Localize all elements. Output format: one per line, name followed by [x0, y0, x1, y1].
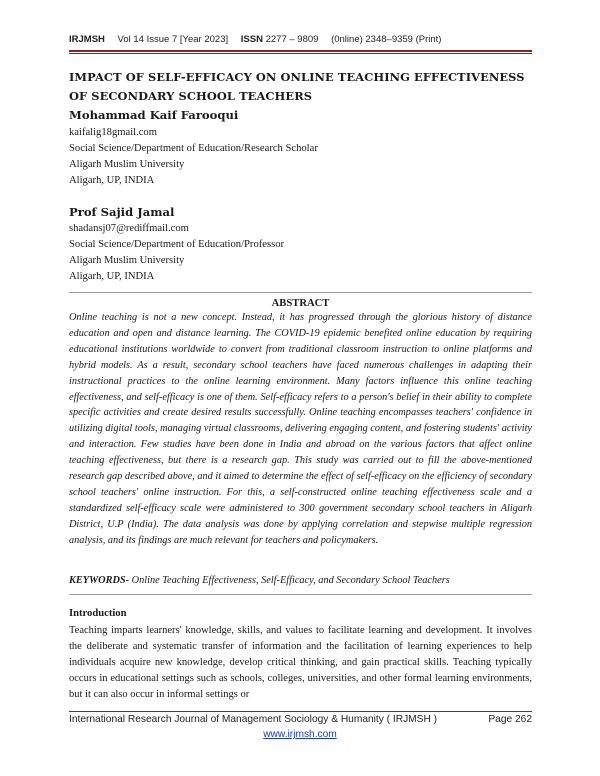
footer-journal: International Research Journal of Management Sociology & Humanity ( IRJMSH )	[69, 714, 438, 725]
introduction-text: Teaching imparts learners' knowledge, skills, and values to facilitate learning and development. It involves the deliberate and systematic transfer of information and the facilitation of learning experiences to help individuals acquire new knowledge, develop critical thinking, and gain practical skills. Teaching typically occurs in educational settings such as schools, colleges, universities, and other formal learning environments, but it can also occur in informal settings or	[69, 625, 532, 701]
author-1-location: Aligarh, UP, INDIA	[69, 175, 155, 186]
author-2-university: Aligarh Muslim University	[69, 255, 185, 266]
author-2-location: Aligarh, UP, INDIA	[69, 271, 155, 282]
paper-title: IMPACT OF SELF-EFFICACY ON ONLINE TEACHING EFFECTIVENESS OF SECONDARY SCHOOL TEACHERS	[69, 70, 525, 103]
running-header	[69, 34, 535, 45]
introduction-heading: Introduction	[69, 608, 127, 619]
page-number: Page 262	[488, 714, 532, 725]
author-1-details	[69, 125, 318, 189]
issn-online: (0nline) 2348–9359 (Print)	[331, 34, 442, 45]
header-rule	[69, 50, 532, 52]
author-1-name: Mohammad Kaif Farooqui	[69, 108, 239, 122]
keywords-label: KEYWORDS-	[69, 575, 130, 586]
author-2-name: Prof Sajid Jamal	[69, 205, 175, 219]
header-rule-thin	[69, 53, 532, 54]
author-1-email: kaifalig18gmail.com	[69, 127, 157, 138]
abstract-top-rule	[69, 292, 532, 293]
author-1-university: Aligarh Muslim University	[69, 159, 185, 170]
issn-value: 2277 – 9809	[265, 34, 319, 45]
keywords-text: Online Teaching Effectiveness, Self-Efficacy, and Secondary School Teachers	[129, 575, 450, 586]
author-2-email: shadansj07@rediffmail.com	[69, 223, 189, 234]
volume-info: Vol 14 Issue 7 [Year 2023]	[117, 34, 229, 45]
author-2-details	[69, 221, 284, 285]
abstract-heading: ABSTRACT	[271, 298, 330, 309]
keywords	[69, 575, 539, 586]
abstract-text: Online teaching is not a new concept. Instead, it has progressed through the glorious history of distance education and open and distance learning. The COVID-19 epidemic benefited online education by requiring educational institutions worldwide to convert from traditional classroom instruction to online platforms and hybrid models. As a result, secondary school teachers have faced numerous challenges in adapting their instructional practices to the online learning environment. Many factors influence this online teaching effectiveness, and self-efficacy is one of them. Self-efficacy refers to a person's belief in their ability to complete specific activities and create desired results successfully. Online teaching encompasses teachers' confidence in utilizing digital tools, managing virtual classrooms, delivering engaging content, and fostering students' activity and interaction. Few studies have been done in India and abroad on the various factors that affect online teaching effectiveness, but there is a research gap. This study was carried out to fill the above-mentioned research gap described above, and it aimed to determine the effect of self-efficacy on the efficiency of secondary school teachers' online instruction. For this, a self-constructed online teaching effectiveness scale and a standardized self-efficacy scale were administered to 300 government secondary school teachers in Aligarh District, U.P (India). The data analysis was done by applying correlation and stepwise multiple regression analysis, and its findings are much relevant for teachers and policymakers.	[69, 312, 532, 546]
journal-abbrev: IRJMSH	[69, 34, 105, 45]
footer-rule	[69, 711, 532, 712]
abstract-bottom-rule	[69, 594, 532, 595]
issn-label: ISSN	[240, 34, 263, 45]
running-footer	[69, 714, 532, 725]
website-link[interactable]: www.irjmsh.com	[263, 729, 337, 740]
author-1-dept: Social Science/Department of Education/Research Scholar	[69, 143, 318, 154]
author-2-dept: Social Science/Department of Education/Professor	[69, 239, 285, 250]
